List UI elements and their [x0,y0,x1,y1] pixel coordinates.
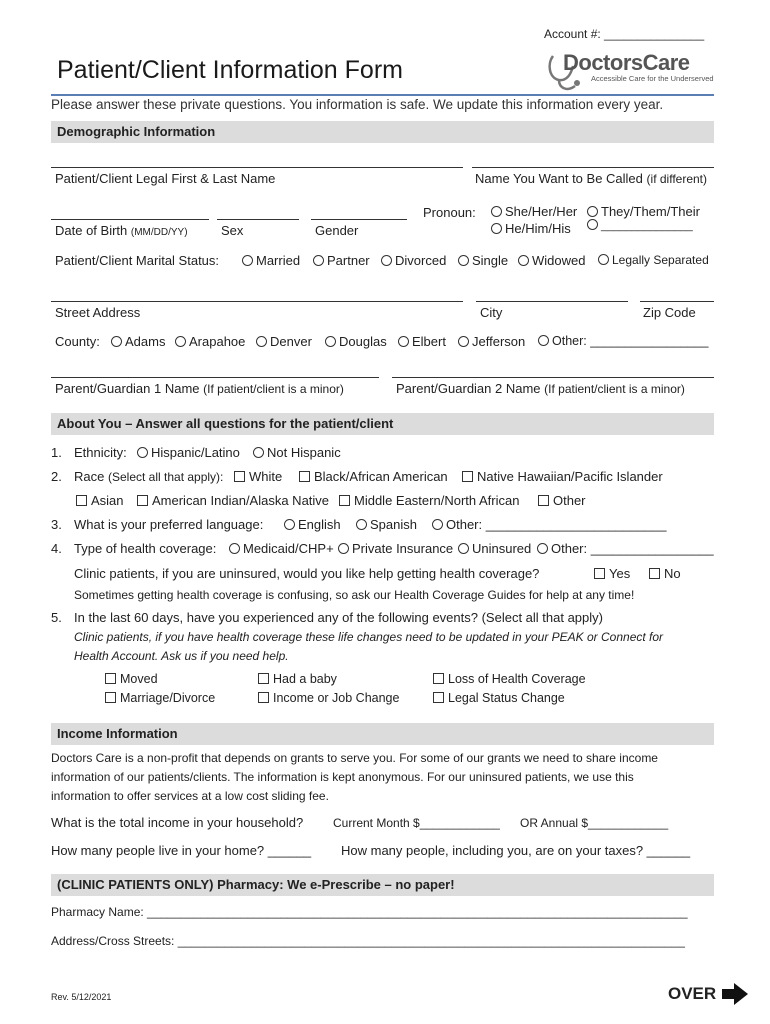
marital-separated[interactable]: Legally Separated [598,253,709,267]
revision-date: Rev. 5/12/2021 [51,992,112,1002]
preferred-name-field[interactable] [472,167,714,168]
legal-name-field[interactable] [51,167,463,168]
q2-label: Race (Select all that apply): [74,469,224,484]
city-field[interactable] [476,301,628,302]
section-heading: About You – Answer all questions for the patient/client [57,416,394,431]
q5-note-line1: Clinic patients, if you have health coverage these life changes need to be updated in your PEAK or Connect for [74,630,664,644]
q1-label: Ethnicity: [74,445,127,460]
pronoun-label: Pronoun: [423,205,476,220]
county-other[interactable]: Other: _________________ [538,334,708,348]
coverage-medicaid[interactable]: Medicaid/CHP+ [229,541,334,556]
q5-number: 5. [51,610,62,625]
gender-field[interactable] [311,219,407,220]
q1-number: 1. [51,445,62,460]
street-field[interactable] [51,301,463,302]
race-pacific-islander[interactable]: Native Hawaiian/Pacific Islander [462,469,663,484]
guardian2-label: Parent/Guardian 2 Name (If patient/client is a minor) [396,381,685,396]
race-american-indian[interactable]: American Indian/Alaska Native [137,493,329,508]
section-income [51,723,714,745]
guardian2-field[interactable] [392,377,714,378]
marital-divorced[interactable]: Divorced [381,253,446,268]
language-english[interactable]: English [284,517,341,532]
city-label: City [480,305,503,320]
pronoun-other[interactable]: _______________ [587,219,693,232]
pronoun-she[interactable]: She/Her/Her [491,204,577,219]
home-count-question[interactable]: How many people live in your home? ______ [51,843,312,858]
coverage-uninsured[interactable]: Uninsured [458,541,531,556]
arrow-right-icon [722,983,748,1005]
section-heading: Demographic Information [57,124,216,139]
q3-label: What is your preferred language: [74,517,264,532]
county-adams[interactable]: Adams [111,334,165,349]
coverage-private[interactable]: Private Insurance [338,541,453,556]
event-moved[interactable]: Moved [105,672,158,686]
section-heading: (CLINIC PATIENTS ONLY) Pharmacy: We e-Prescribe – no paper! [57,877,455,892]
section-heading: Income Information [57,726,178,741]
pharmacy-address-field[interactable]: Address/Cross Streets: ____________________________________________________________________________ [51,934,685,948]
race-black[interactable]: Black/African American [299,469,448,484]
taxes-count-question[interactable]: How many people, including you, are on your taxes? ______ [341,843,691,858]
coverage-guides-note: Sometimes getting health coverage is confusing, so ask our Health Coverage Guides for help at any time! [74,588,635,602]
marital-label: Patient/Client Marital Status: [55,253,220,268]
ethnicity-not-hispanic[interactable]: Not Hispanic [253,445,341,460]
annual-field[interactable]: OR Annual $____________ [520,816,669,830]
marital-widowed[interactable]: Widowed [518,253,585,268]
zip-field[interactable] [640,301,714,302]
coverage-help-yes[interactable]: Yes [594,566,630,581]
section-demographic [51,121,714,143]
event-income[interactable]: Income or Job Change [258,691,399,705]
county-douglas[interactable]: Douglas [325,334,387,349]
current-month-field[interactable]: Current Month $____________ [333,816,500,830]
language-other[interactable]: Other: _________________________ [432,517,667,532]
marital-single[interactable]: Single [458,253,508,268]
gender-label: Gender [315,223,359,238]
pronoun-he[interactable]: He/Him/His [491,221,571,236]
race-middle-eastern[interactable]: Middle Eastern/North African [339,493,519,508]
zip-label: Zip Code [643,305,696,320]
ethnicity-hispanic[interactable]: Hispanic/Latino [137,445,240,460]
race-asian[interactable]: Asian [76,493,124,508]
sex-label: Sex [221,223,244,238]
event-loss-coverage[interactable]: Loss of Health Coverage [433,672,586,686]
county-arapahoe[interactable]: Arapahoe [175,334,245,349]
income-para-line3: information to offer services at a low cost sliding fee. [51,789,329,803]
q5-note-line2: Health Account. Ask us if you need help. [74,649,289,663]
guardian1-field[interactable] [51,377,379,378]
q5-label: In the last 60 days, have you experienced any of the following events? (Select all that apply) [74,610,603,625]
header-divider [51,94,714,96]
marital-married[interactable]: Married [242,253,300,268]
q4-number: 4. [51,541,62,556]
pronoun-they[interactable]: They/Them/Their [587,204,700,219]
total-income-question: What is the total income in your household? [51,815,304,830]
event-marriage[interactable]: Marriage/Divorce [105,691,215,705]
intro-text: Please answer these private questions. You information is safe. We update this information every year. [51,97,664,112]
race-white[interactable]: White [234,469,282,484]
income-para-line1: Doctors Care is a non-profit that depends on grants to serve you. For some of our grants we need to share income [51,751,658,765]
section-about [51,413,714,435]
over-label: OVER [668,984,717,1003]
dob-label: Date of Birth (MM/DD/YY) [55,223,188,238]
county-denver[interactable]: Denver [256,334,312,349]
sex-field[interactable] [217,219,299,220]
language-spanish[interactable]: Spanish [356,517,417,532]
q3-number: 3. [51,517,62,532]
q2-number: 2. [51,469,62,484]
q4-label: Type of health coverage: [74,541,217,556]
county-label: County: [55,334,100,349]
marital-partner[interactable]: Partner [313,253,370,268]
race-other[interactable]: Other [538,493,586,508]
doctors-care-logo [545,50,715,94]
clinic-coverage-question: Clinic patients, if you are uninsured, would you like help getting health coverage? [74,566,540,581]
event-baby[interactable]: Had a baby [258,672,337,686]
section-pharmacy [51,874,714,896]
account-number: Account #: _______________ [544,27,705,41]
pharmacy-name-field[interactable]: Pharmacy Name: _________________________________________________________________________________ [51,905,688,919]
guardian1-label: Parent/Guardian 1 Name (If patient/client is a minor) [55,381,344,396]
logo-tagline: Accessible Care for the Underserved [591,74,714,83]
preferred-name-label: Name You Want to Be Called (if different) [475,171,707,186]
legal-name-label: Patient/Client Legal First & Last Name [55,171,276,186]
dob-field[interactable] [51,219,209,220]
income-para-line2: information of our patients/clients. The information is kept anonymous. For our uninsured patients, we use this [51,770,634,784]
coverage-help-no[interactable]: No [649,566,681,581]
coverage-other[interactable]: Other: _________________ [537,541,714,556]
page-title: Patient/Client Information Form [57,56,403,84]
county-jefferson[interactable]: Jefferson [458,334,525,349]
street-label: Street Address [55,305,141,320]
event-legal-status[interactable]: Legal Status Change [433,691,565,705]
logo-text: DoctorsCare [563,50,690,75]
county-elbert[interactable]: Elbert [398,334,446,349]
